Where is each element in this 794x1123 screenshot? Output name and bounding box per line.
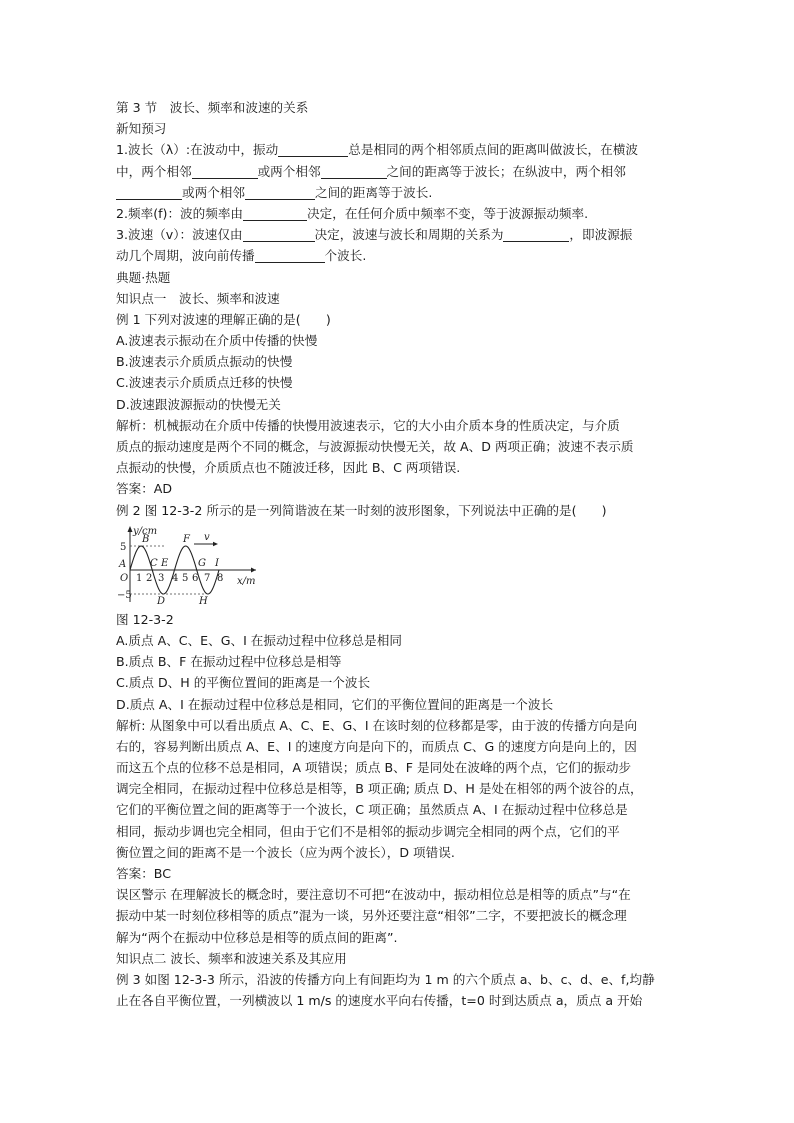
x-axis-arrow — [251, 567, 256, 572]
point-label-i: I — [215, 557, 219, 569]
x-tick-label: 3 — [158, 572, 165, 584]
x-tick-label: 4 — [172, 572, 179, 584]
text: 之间的距离等于波长. — [314, 184, 433, 200]
y-axis-arrow — [128, 526, 133, 532]
warning-line: 振动中某一时刻位移相等的质点”混为一谈，另外还要注意“相邻”二字，不要把波长的概念理 — [116, 908, 627, 924]
velocity-arrow-head — [213, 542, 218, 546]
text: 个波长. — [324, 248, 367, 264]
section-title: 第 3 节 波长、频率和波速的关系 — [116, 100, 309, 115]
warning-line: 误区警示 在理解波长的概念时，要注意切不可把“在波动中，振动相位总是相等的质点”与“在 — [116, 887, 631, 903]
fill-blank[interactable] — [243, 227, 315, 242]
example-1-option-c: C.波速表示介质质点迁移的快慢 — [116, 375, 293, 391]
example-2-option-d: D.质点 A、I 在振动过程中位移总是相同，它们的平衡位置间的距离是一个波长 — [116, 696, 554, 712]
example-2-analysis-line: 右的，容易判断出质点 A、E、I 的速度方向是向下的，而质点 C、G 的速度方向是向上的，因 — [116, 738, 637, 754]
document-page — [116, 97, 682, 1011]
text: 或两个相邻 — [257, 163, 321, 179]
preview-item-2 — [116, 203, 682, 224]
text: 总是相同的两个相邻质点间的距离叫做波长，在横波 — [348, 142, 638, 158]
text: 决定，在任何介质中频率不变，等于波源振动频率. — [307, 205, 589, 221]
fill-blank[interactable] — [245, 185, 315, 200]
example-2-analysis-line: 而这五个点的位移不总是相同，A 项错误；质点 B、F 是同处在波峰的两个点，它们的振动步 — [116, 760, 632, 776]
example-1-option-b: B.波速表示介质质点振动的快慢 — [116, 354, 293, 370]
preview-item-1-line-3 — [116, 182, 682, 203]
text: ，即波源振 — [569, 227, 633, 243]
x-tick-label: 2 — [146, 572, 153, 584]
example-1-analysis-line: 质点的振动速度是两个不同的概念，与波源振动快慢无关，故 A、D 两项正确；波速不表示质 — [116, 439, 634, 454]
x-axis-label: x/m — [237, 575, 256, 587]
y-tick-label: 5 — [120, 541, 127, 553]
example-3-line: 止在各自平衡位置，一列横波以 1 m/s 的速度水平向右传播，t=0 时到达质点 a，质点 a 开始 — [116, 993, 643, 1009]
example-2-option-c: C.质点 D、H 的平衡位置间的距离是一个波长 — [116, 675, 371, 691]
x-tick-label: 8 — [217, 572, 224, 584]
example-2-question: 例 2 图 12-3-2 所示的是一列简谐波在某一时刻的波形图象，下列说法中正确的是( ) — [116, 502, 607, 518]
text: 中，两个相邻 — [116, 163, 192, 179]
typical-heading: 典题·热题 — [116, 269, 171, 285]
warning-line: 解为“两个在振动中位移总是相等的质点间的距离”. — [116, 929, 398, 945]
example-2-answer: 答案：BC — [116, 866, 171, 881]
fill-blank[interactable] — [243, 206, 307, 221]
example-2-option-b: B.质点 B、F 在振动过程中位移总是相等 — [116, 654, 342, 670]
preview-heading: 新知预习 — [116, 121, 167, 137]
text: 之间的距离等于波长；在纵波中，两个相邻 — [386, 163, 626, 179]
point-label-d: D — [157, 595, 166, 606]
fill-blank[interactable] — [503, 227, 569, 242]
figure-caption: 图 12-3-2 — [116, 611, 174, 627]
example-3-line: 例 3 如图 12-3-3 所示，沿波的传播方向上有间距均为 1 m 的六个质点 a、b、c、d、e、f,均静 — [116, 971, 655, 987]
example-1-option-a: A.波速表示振动在介质中传播的快慢 — [116, 333, 318, 349]
preview-item-3-line-2 — [116, 245, 682, 266]
knowledge-point-2: 知识点二 波长、频率和波速关系及其应用 — [116, 950, 347, 966]
example-1-option-d: D.波速跟波源振动的快慢无关 — [116, 396, 281, 412]
y-tick-label: −5 — [117, 589, 132, 601]
fill-blank[interactable] — [321, 164, 387, 179]
point-label-e: E — [161, 557, 169, 569]
fill-blank[interactable] — [278, 142, 348, 157]
x-tick-label: 7 — [204, 572, 211, 584]
preview-item-1-line-2 — [116, 161, 682, 182]
text: 决定，波速与波长和周期的关系为 — [314, 227, 504, 243]
example-1-analysis-line: 解析：机械振动在介质中传播的快慢用波速表示，它的大小由介质本身的性质决定，与介质 — [116, 417, 620, 433]
velocity-label: v — [204, 531, 210, 543]
text: 或两个相邻 — [182, 184, 245, 200]
point-label-h: H — [199, 595, 208, 606]
preview-item-3 — [116, 224, 682, 245]
x-tick-label: 6 — [192, 572, 199, 584]
fill-blank[interactable] — [116, 185, 182, 200]
x-tick-label: 5 — [182, 572, 189, 584]
wave-figure — [116, 522, 266, 606]
fill-blank[interactable] — [192, 164, 258, 179]
point-label-b: B — [142, 533, 150, 545]
preview-item-1 — [116, 139, 682, 160]
point-label-c: C — [150, 557, 158, 569]
example-1-analysis-line: 点振动的快慢，介质质点也不随波迁移，因此 B、C 两项错误. — [116, 460, 461, 476]
point-label-f: F — [183, 533, 190, 545]
example-1-question: 例 1 下列对波速的理解正确的是( ) — [116, 311, 331, 327]
text: 1.波长（λ）:在波动中，振动 — [116, 142, 279, 158]
text: 动几个周期，波向前传播 — [116, 248, 255, 264]
text: 2.频率(f)：波的频率由 — [116, 205, 244, 221]
text: 3.波速（v）：波速仅由 — [116, 227, 243, 243]
example-2-option-a: A.质点 A、C、E、G、I 在振动过程中位移总是相同 — [116, 632, 402, 648]
example-1-answer: 答案：AD — [116, 481, 173, 497]
example-2-analysis-line: 相同，振动步调也完全相同，但由于它们不是相邻的振动步调完全相同的两个点，它们的平 — [116, 823, 620, 839]
example-2-analysis-line: 调完全相同，在振动过程中位移总是相等，B 项正确; 质点 D、H 是处在相邻的两个波谷的点， — [116, 781, 643, 797]
knowledge-point-1: 知识点一 波长、频率和波速 — [116, 290, 280, 306]
example-2-analysis-line: 解析: 从图象中可以看出质点 A、C、E、G、I 在该时刻的位移都是零，由于波的传播方向是向 — [116, 717, 638, 733]
x-tick-label: 1 — [136, 572, 143, 584]
example-2-analysis-line: 衡位置之间的距离不是一个波长（应为两个波长），D 项错误. — [116, 844, 455, 860]
example-2-analysis-line: 它们的平衡位置之间的距离等于一个波长，C 项正确；虽然质点 A、I 在振动过程中位移总是 — [116, 802, 628, 818]
point-label-g: G — [198, 557, 206, 569]
fill-blank[interactable] — [255, 248, 325, 263]
point-label-a: A — [119, 558, 127, 570]
wave-graph — [116, 522, 266, 606]
origin-label: O — [120, 572, 129, 584]
y-axis-label: y/cm — [133, 525, 158, 537]
